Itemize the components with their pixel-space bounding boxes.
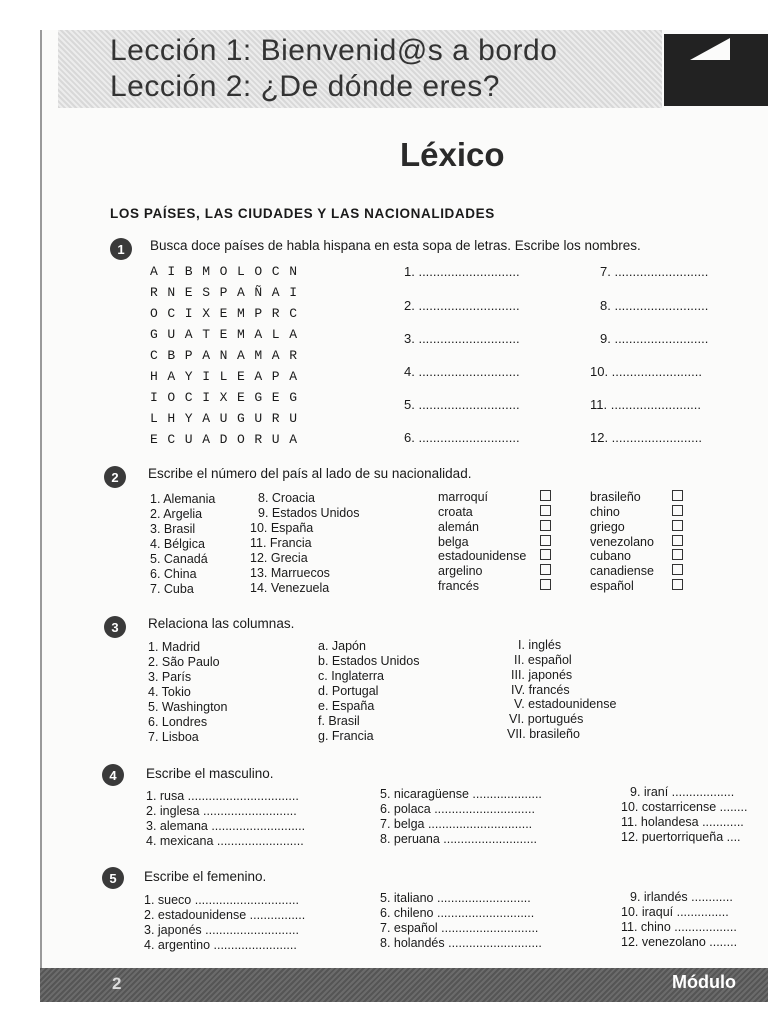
exercise-4-badge: 4 <box>102 764 124 786</box>
answer-line[interactable]: 3. ............................ <box>404 331 520 346</box>
city-item: 2. São Paulo <box>148 655 220 669</box>
fem-item[interactable]: 11. chino .................. <box>621 920 737 934</box>
nationality-item: chino <box>590 505 620 519</box>
city-item: 1. Madrid <box>148 640 201 654</box>
country-option: g. Francia <box>318 729 374 743</box>
fem-item[interactable]: 7. español ............................ <box>380 921 539 935</box>
answer-line[interactable]: 12. ......................... <box>590 430 702 445</box>
nationality-item: canadiense <box>590 564 654 578</box>
answer-checkbox[interactable] <box>540 564 551 575</box>
masc-item[interactable]: 2. inglesa ........................... <box>146 804 297 818</box>
country-item: 3. Brasil <box>150 522 196 536</box>
answer-line[interactable]: 10. ......................... <box>590 364 702 379</box>
answer-checkbox[interactable] <box>672 549 683 560</box>
page-number: 2 <box>112 974 122 993</box>
country-item: 11. Francia <box>250 536 312 550</box>
country-item: 14. Venezuela <box>250 581 330 595</box>
country-item: 12. Grecia <box>250 551 308 565</box>
answer-checkbox[interactable] <box>540 490 551 501</box>
corner-notch <box>690 38 730 60</box>
grid-row: CBPANAMAR <box>150 348 307 363</box>
country-option: b. Estados Unidos <box>318 654 420 668</box>
nationality-item: griego <box>590 520 625 534</box>
nationality-item: cubano <box>590 549 632 563</box>
answer-line[interactable]: 1. ............................ <box>404 264 520 279</box>
answer-line[interactable]: 9. .......................... <box>600 331 709 346</box>
city-item: 3. París <box>148 670 192 684</box>
city-item: 6. Londres <box>148 715 208 729</box>
masc-item[interactable]: 6. polaca ............................. <box>380 802 535 816</box>
fem-item[interactable]: 1. sueco .............................. <box>144 893 299 907</box>
grid-row: AIBMOLOCN <box>150 264 307 279</box>
nationality-item: belga <box>438 535 469 549</box>
answer-checkbox[interactable] <box>540 535 551 546</box>
country-option: e. España <box>318 699 375 713</box>
answer-checkbox[interactable] <box>540 520 551 531</box>
answer-checkbox[interactable] <box>672 505 683 516</box>
answer-checkbox[interactable] <box>540 505 551 516</box>
module-label: Módulo <box>672 972 736 992</box>
country-option: f. Brasil <box>318 714 360 728</box>
fem-item[interactable]: 5. italiano ........................... <box>380 891 531 905</box>
fem-item[interactable]: 2. estadounidense ................ <box>144 908 306 922</box>
fem-item[interactable]: 3. japonés ........................... <box>144 923 299 937</box>
grid-row: OCIXEMPRC <box>150 306 307 321</box>
answer-line[interactable]: 4. ............................ <box>404 364 520 379</box>
page-title: Léxico <box>400 136 505 173</box>
answer-line[interactable]: 5. ............................ <box>404 397 520 412</box>
grid-row: LHYAUGURU <box>150 411 307 426</box>
grid-row: ECUADORUA <box>150 432 307 447</box>
country-item: 6. China <box>150 567 197 581</box>
nationality-item: estadounidense <box>438 549 527 563</box>
masc-item[interactable]: 4. mexicana ......................... <box>146 834 304 848</box>
exercise-2-instruction: Escribe el número del país al lado de su nacionalidad. <box>148 466 472 481</box>
country-item: 10. España <box>250 521 314 535</box>
nationality-item: croata <box>438 505 473 519</box>
fem-item[interactable]: 4. argentino ........................ <box>144 938 297 952</box>
country-item: 4. Bélgica <box>150 537 205 551</box>
country-option: a. Japón <box>318 639 366 653</box>
nationality-item: brasileño <box>590 490 641 504</box>
exercise-4-instruction: Escribe el masculino. <box>146 766 274 781</box>
country-option: c. Inglaterra <box>318 669 385 683</box>
fem-item[interactable]: 8. holandés ........................... <box>380 936 542 950</box>
masc-item[interactable]: 8. peruana ........................... <box>380 832 538 846</box>
answer-checkbox[interactable] <box>540 549 551 560</box>
exercise-5-instruction: Escribe el femenino. <box>144 869 267 884</box>
language-option: I. inglés <box>518 638 562 652</box>
answer-line[interactable]: 11. ......................... <box>590 397 702 412</box>
fem-item[interactable]: 9. irlandés ............ <box>630 890 733 904</box>
city-item: 4. Tokio <box>148 685 191 699</box>
exercise-1-badge: 1 <box>110 238 132 260</box>
answer-checkbox[interactable] <box>672 520 683 531</box>
answer-checkbox[interactable] <box>540 579 551 590</box>
masc-item[interactable]: 9. iraní .................. <box>630 785 735 799</box>
country-item: 8. Croacia <box>258 491 315 505</box>
answer-line[interactable]: 8. .......................... <box>600 298 709 313</box>
country-item: 1. Alemania <box>150 492 216 506</box>
grid-row: GUATEMALA <box>150 327 307 342</box>
language-option: IV. francés <box>511 683 570 697</box>
country-item: 2. Argelia <box>150 507 203 521</box>
language-option: II. español <box>514 653 572 667</box>
nationality-item: español <box>590 579 634 593</box>
exercise-1-instruction: Busca doce países de habla hispana en esta sopa de letras. Escribe los nombres. <box>150 238 641 253</box>
country-item: 7. Cuba <box>150 582 194 596</box>
language-option: VI. portugués <box>509 712 584 726</box>
city-item: 5. Washington <box>148 700 228 714</box>
masc-item[interactable]: 7. belga .............................. <box>380 817 533 831</box>
fem-item[interactable]: 6. chileno ............................ <box>380 906 535 920</box>
answer-checkbox[interactable] <box>672 535 683 546</box>
city-item: 7. Lisboa <box>148 730 199 744</box>
exercise-2-badge: 2 <box>104 466 126 488</box>
exercise-3-badge: 3 <box>104 616 126 638</box>
grid-row: RNESPAÑAI <box>150 285 307 300</box>
grid-row: HAYILEAPA <box>150 369 307 384</box>
lesson-1-title: Lección 1: Bienvenid@s a bordo <box>110 34 558 67</box>
nationality-item: alemán <box>438 520 479 534</box>
language-option: III. japonés <box>511 668 573 682</box>
masc-item[interactable]: 10. costarricense ........ <box>621 800 748 814</box>
language-option: VII. brasileño <box>507 727 580 741</box>
answer-line[interactable]: 2. ............................ <box>404 298 520 313</box>
country-item: 5. Canadá <box>150 552 208 566</box>
answer-checkbox[interactable] <box>672 490 683 501</box>
nationality-item: argelino <box>438 564 483 578</box>
country-item: 13. Marruecos <box>250 566 330 580</box>
exercise-5-badge: 5 <box>102 867 124 889</box>
answer-checkbox[interactable] <box>672 564 683 575</box>
masc-item[interactable]: 5. nicaragüense .................... <box>380 787 542 801</box>
lesson-2-title: Lección 2: ¿De dónde eres? <box>110 70 500 103</box>
masc-item[interactable]: 1. rusa ................................ <box>146 789 299 803</box>
answer-line[interactable]: 6. ............................ <box>404 430 520 445</box>
nationality-item: marroquí <box>438 490 489 504</box>
country-item: 9. Estados Unidos <box>258 506 360 520</box>
masc-item[interactable]: 3. alemana ........................... <box>146 819 306 833</box>
fem-item[interactable]: 10. iraquí ............... <box>621 905 729 919</box>
nationality-item: francés <box>438 579 479 593</box>
exercise-3-instruction: Relaciona las columnas. <box>148 616 295 631</box>
section-heading: LOS PAÍSES, LAS CIUDADES Y LAS NACIONALIDADES <box>110 206 495 221</box>
answer-checkbox[interactable] <box>672 579 683 590</box>
nationality-item: venezolano <box>590 535 654 549</box>
answer-line[interactable]: 7. .......................... <box>600 264 709 279</box>
masc-item[interactable]: 12. puertorriqueña .... <box>621 830 741 844</box>
footer-bar <box>40 968 768 1002</box>
country-option: d. Portugal <box>318 684 379 698</box>
language-option: V. estadounidense <box>514 697 617 711</box>
grid-row: IOCIXEGEG <box>150 390 307 405</box>
masc-item[interactable]: 11. holandesa ............ <box>621 815 744 829</box>
fem-item[interactable]: 12. venezolano ........ <box>621 935 738 949</box>
